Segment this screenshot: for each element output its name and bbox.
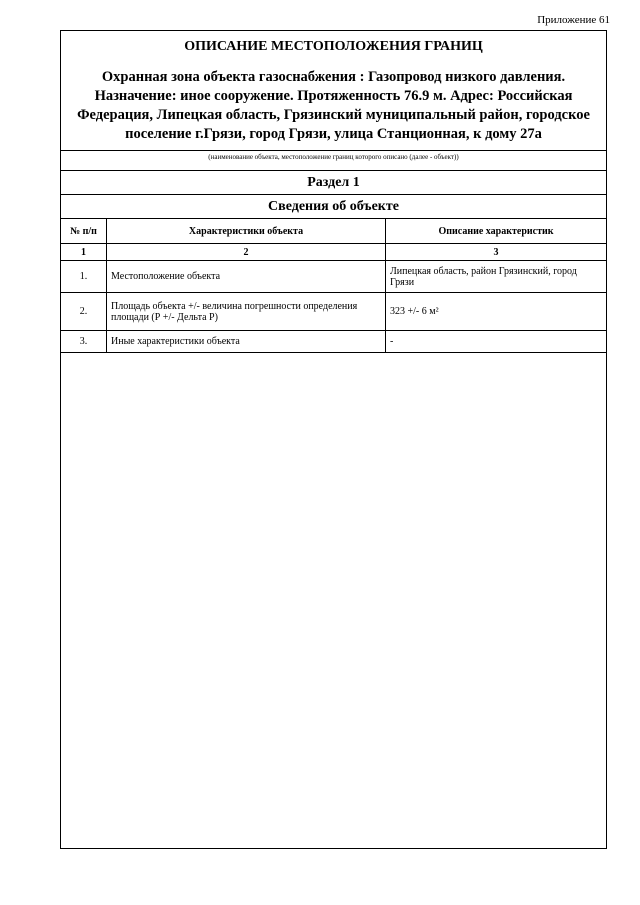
column-number-row xyxy=(61,244,606,261)
row-value: 323 +/- 6 м² xyxy=(386,293,607,331)
column-number: 2 xyxy=(107,244,386,261)
row-number: 1. xyxy=(61,261,107,293)
table-header-row xyxy=(61,219,606,244)
header-characteristic: Характеристики объекта xyxy=(107,219,386,244)
section-subtitle: Сведения об объекте xyxy=(61,194,606,218)
document-title: ОПИСАНИЕ МЕСТОПОЛОЖЕНИЯ ГРАНИЦ xyxy=(184,39,483,54)
object-caption: (наименование объекта, местоположение границ которого описано (далее - объект)) xyxy=(208,153,459,161)
section-title: Раздел 1 xyxy=(61,170,606,194)
table-row xyxy=(61,331,606,353)
row-value: Липецкая область, район Грязинский, город Грязи xyxy=(386,261,607,293)
column-number: 1 xyxy=(61,244,107,261)
appendix-label: Приложение 61 xyxy=(537,14,610,26)
table-row xyxy=(61,261,606,293)
row-number: 2. xyxy=(61,293,107,331)
row-characteristic: Местоположение объекта xyxy=(107,261,386,293)
row-characteristic: Иные характеристики объекта xyxy=(107,331,386,353)
row-characteristic: Площадь объекта +/- величина погрешности определения площади (Р +/- Дельта Р) xyxy=(107,293,386,331)
table-row xyxy=(61,293,606,331)
column-number: 3 xyxy=(386,244,607,261)
object-description: Охранная зона объекта газоснабжения : Газопровод низкого давления. Назначение: иное сооружение. Протяженность 76.9 м. Адрес: Российская Федерация, Липецкая область, Грязинский муниципальный район, городское поселение г.Грязи, город Грязи, улица Станционная, к дому 27а xyxy=(77,69,590,142)
header-description: Описание характеристик xyxy=(386,219,607,244)
object-info-table xyxy=(61,218,606,353)
row-value: - xyxy=(386,331,607,353)
row-number: 3. xyxy=(61,331,107,353)
document-frame xyxy=(60,30,607,849)
header-number: № п/п xyxy=(61,219,107,244)
